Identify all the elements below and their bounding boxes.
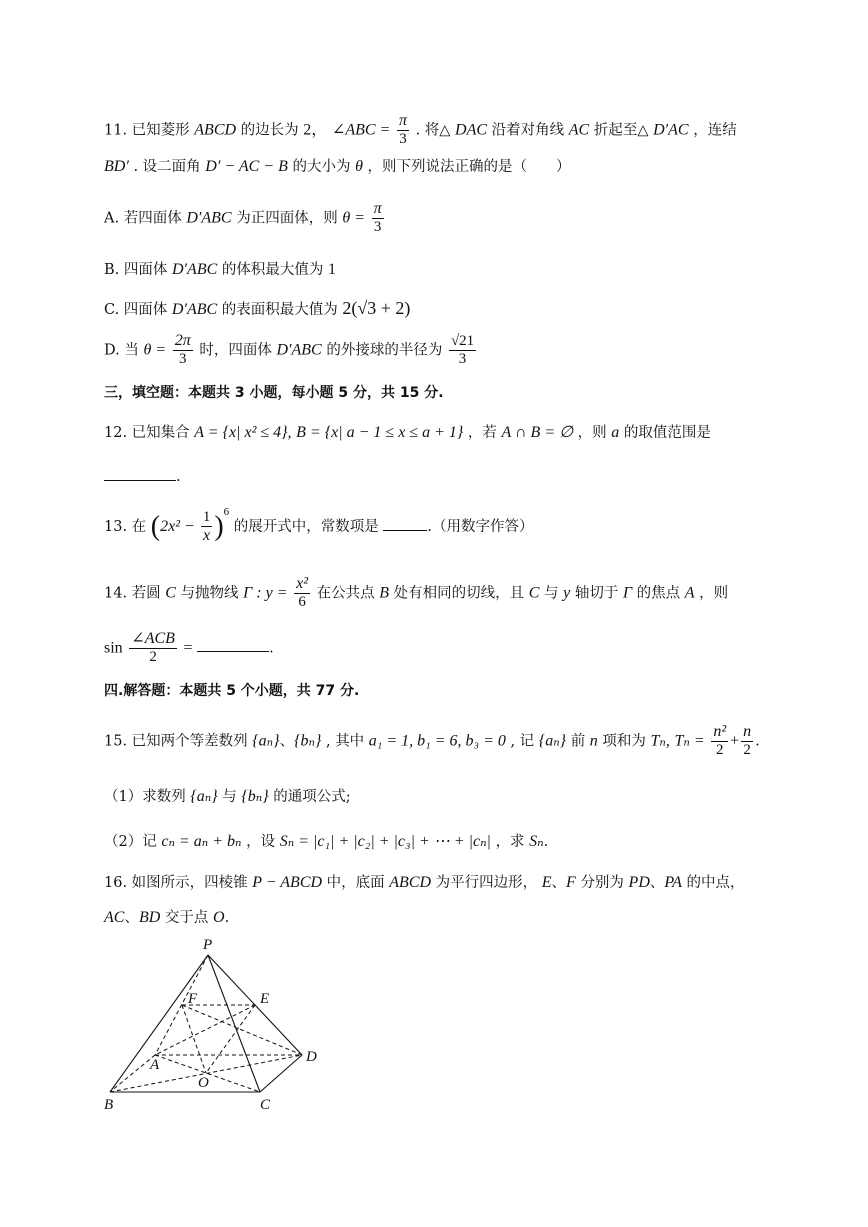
q16-o: O [213, 909, 225, 926]
q12-end: . [176, 469, 181, 485]
q11-dac: DAC [455, 121, 488, 139]
optD-radius-fraction [449, 333, 476, 369]
q15-line1 [104, 723, 808, 760]
q11-shape: ABCD [194, 121, 237, 139]
q13-num: 1 [201, 509, 213, 527]
q15-part1 [104, 787, 808, 806]
seg-FO [182, 1005, 206, 1073]
q16-sep: 、 [551, 875, 567, 891]
q15-bn: {bₙ} [294, 732, 322, 750]
q16-ac: AC [104, 909, 125, 926]
q15-f1n: n² [711, 723, 728, 742]
optD-prefix: D. 当 [104, 342, 139, 359]
q15-p1-bn: {bₙ} [241, 788, 269, 805]
q13-den: x [203, 526, 211, 544]
q14-gamma2: Γ [622, 584, 633, 602]
q15-cond: a₁ = 1, b₁ = 6, b₃ = 0 [368, 732, 506, 750]
q14-text-f: 轴切于 [574, 585, 619, 602]
q15-text-a: 15. 已知两个等差数列 [104, 733, 248, 750]
q15-text-e: 项和为 [602, 733, 646, 750]
q11-text-c: . 将△ [415, 122, 451, 139]
q15-p1-an: {aₙ} [190, 788, 218, 805]
edge-PA [155, 955, 208, 1055]
optD-mid: 时，四面体 [199, 342, 272, 359]
optD-num: 2π [173, 332, 193, 351]
q15-cn: cₙ = aₙ + bₙ [161, 833, 242, 850]
q13-expr: 2x² − [160, 518, 199, 535]
q14-parabola-fraction [294, 575, 310, 612]
q11-theta: θ [355, 158, 363, 175]
q15-sn2: Sₙ [529, 833, 544, 850]
q12-text-d: 的取值范围是 [623, 425, 711, 441]
q11-text-g: . 设二面角 [133, 159, 201, 175]
q12-var: a [611, 424, 620, 441]
q11-line1 [104, 112, 808, 149]
q14-snum: ∠ACB [129, 630, 177, 649]
seg-EA [155, 1005, 255, 1055]
q16-pa: PA [664, 874, 682, 891]
q11-text-d: 沿着对角线 [491, 122, 565, 139]
q13-answer-blank [383, 516, 427, 531]
q15-sn: Sₙ = |c₁| + |c₂| + |c₃| + ⋯ + |cₙ| [279, 833, 491, 850]
q11-option-a [104, 200, 808, 237]
q16-text-b: 中，底面 [326, 875, 385, 891]
optA-prefix: A. 若四面体 [104, 210, 182, 227]
label-A: A [150, 1057, 160, 1073]
q15-text-b: , 其中 [325, 733, 365, 750]
q11-text-b: 的边长为 [240, 122, 299, 139]
q11-three: 3 [399, 131, 407, 148]
q13-text-a: 13. 在 [104, 519, 147, 535]
optB-text: 的体积最大值为 [221, 262, 324, 278]
q11-dprimeac: D′AC [653, 121, 689, 139]
optD-theta: θ = [143, 341, 167, 359]
q14-text-d: 处有相同的切线，且 [393, 585, 525, 602]
q16-bd: BD [138, 909, 161, 926]
q15-tn2: Tₙ = [674, 732, 705, 750]
q12-line1 [104, 423, 808, 442]
q16-text-g: 的中点， [686, 875, 745, 891]
q15-text-d: 前 [570, 733, 586, 750]
q11-text-a: 11. 已知菱形 [104, 122, 190, 139]
optC-val: 2(√3 + 2) [342, 298, 411, 318]
q16-end: . [224, 910, 230, 926]
q16-text-c: 为平行四边形， [435, 875, 538, 891]
q14-pB: B [379, 584, 390, 602]
q11-pi: π [397, 112, 409, 131]
q15-f2n: n [741, 723, 753, 742]
q15-p2-c: ，求 [495, 834, 525, 850]
q15-text-c: , 记 [510, 733, 535, 750]
q13-power: 6 [223, 506, 230, 518]
q16-f: F [566, 874, 576, 891]
q16-pyr: P − ABCD [252, 874, 323, 891]
q11-option-b [104, 260, 808, 279]
q13-fraction [201, 509, 213, 546]
q15-p2-b: ，设 [246, 834, 276, 850]
q15-p2-a: （2）记 [104, 834, 157, 850]
q14-text-c: 在公共点 [316, 585, 375, 602]
q16-sep2: 、 [649, 875, 665, 891]
q12-cond: A ∩ B = ∅ [501, 424, 574, 441]
label-F: F [188, 991, 198, 1007]
q15-tn: Tₙ, [650, 732, 670, 750]
q13-line [104, 506, 808, 545]
label-C: C [260, 1097, 271, 1113]
q12-text-c: ，则 [577, 425, 607, 441]
q14-text-b: 与抛物线 [180, 585, 239, 602]
optD-text: 的外接球的半径为 [326, 342, 443, 359]
q11-option-c [104, 298, 808, 320]
q14-c2: C [528, 584, 540, 602]
q11-option-d [104, 332, 808, 369]
optA-den: 3 [373, 219, 382, 236]
optD-tet: D′ABC [276, 341, 322, 359]
pyramid-figure [100, 935, 340, 1115]
q14-sin: sin [104, 639, 123, 657]
q15-n: n [589, 732, 598, 750]
optA-tet: D′ABC [186, 209, 232, 227]
q14-sden: 2 [149, 649, 157, 666]
q14-text-h: 的焦点 [636, 585, 681, 602]
q14-end: . [269, 640, 274, 657]
q15-p2-d: . [543, 834, 549, 850]
q14-c1: C [165, 584, 176, 602]
q13-left-paren: ( [150, 511, 161, 543]
q15-plus: + [730, 732, 740, 750]
label-B: B [104, 1097, 114, 1113]
q15-p1-a: （1）求数列 [104, 789, 186, 805]
section-3-header: 三，填空题：本题共 3 小题，每小题 5 分，共 15 分. [104, 385, 444, 401]
q12-setB: B = {x| a − 1 ≤ x ≤ a + 1} [296, 424, 464, 441]
q15-an: {aₙ} [252, 732, 280, 750]
q14-text-i: ，则 [699, 585, 729, 602]
optD-rnum: √21 [449, 333, 476, 351]
seg-FD [182, 1005, 302, 1055]
q16-line1 [104, 873, 808, 892]
q16-text-d: 分别为 [580, 875, 624, 891]
label-O: O [198, 1075, 209, 1091]
q13-text-c: .（用数字作答） [427, 519, 534, 535]
q14-eq: = [183, 639, 193, 657]
q16-line2 [104, 908, 808, 927]
q15-part2 [104, 832, 808, 851]
q15-frac2 [741, 723, 753, 760]
optB-val: 1 [327, 261, 336, 278]
q11-angle: ∠ABC = [331, 121, 391, 139]
q11-bdp: BD′ [104, 158, 129, 175]
q13-text-b: 的展开式中，常数项是 [233, 519, 379, 535]
q11-text-e: 折起至△ [593, 122, 649, 139]
q11-line2 [104, 157, 808, 176]
optC-text: 的表面积最大值为 [221, 302, 338, 318]
q14-line1 [104, 575, 808, 612]
q12-text-a: 12. 已知集合 [104, 425, 190, 441]
q15-frac1 [711, 723, 728, 760]
q16-pd: PD [628, 874, 650, 891]
edge-CD [260, 1055, 302, 1092]
q14-answer-blank [197, 637, 269, 652]
q11-text-h: 的大小为 [292, 159, 351, 175]
q15-f2d: 2 [743, 742, 751, 759]
q11-dihedral: D′ − AC − B [205, 158, 288, 175]
q12-text-b: ，若 [467, 425, 497, 441]
optA-theta: θ = [342, 209, 365, 227]
q15-sep: 、 [279, 733, 295, 750]
optA-mid: 为正四面体，则 [236, 210, 338, 227]
q11-text-i: ，则下列说法正确的是（ ） [367, 159, 571, 175]
q11-side: 2， [303, 121, 328, 139]
q14-line2 [104, 630, 808, 667]
q12-answer-blank [104, 466, 176, 481]
optD-fraction [173, 332, 193, 369]
q14-sin-fraction [129, 630, 177, 667]
optC-prefix: C. 四面体 [104, 302, 168, 318]
q14-gamma: Γ : y = [243, 584, 288, 602]
q14-pA: A [684, 584, 695, 602]
q11-angle-fraction [397, 112, 409, 149]
q16-base: ABCD [389, 874, 432, 891]
q12-line2 [104, 466, 808, 486]
optB-prefix: B. 四面体 [104, 262, 168, 278]
q16-sep3: 、 [124, 910, 139, 926]
q15-f1d: 2 [715, 742, 724, 759]
q15-an2: {aₙ} [538, 732, 567, 750]
optD-rden: 3 [458, 350, 467, 367]
q14-den: 6 [298, 594, 306, 611]
q16-e: E [541, 874, 552, 891]
q13-right-paren: ) [214, 511, 224, 543]
label-E: E [260, 991, 270, 1007]
optD-den: 3 [178, 351, 187, 368]
q15-end: . [755, 733, 760, 750]
q12-setA: A = {x| x² ≤ 4}, [194, 424, 292, 441]
optA-fraction [372, 200, 384, 237]
q14-y: y [563, 584, 571, 602]
q16-text-h: 交于点 [164, 910, 209, 926]
q14-text-a: 14. 若圆 [104, 585, 161, 602]
optA-num: π [372, 200, 384, 219]
label-P: P [203, 937, 213, 953]
optB-tet: D′ABC [171, 261, 218, 278]
q11-text-f: ，连结 [693, 122, 737, 139]
q16-text-a: 16. 如图所示，四棱锥 [104, 875, 248, 891]
section-4-header: 四.解答题：本题共 5 个小题，共 77 分. [104, 683, 360, 699]
q14-num: x² [294, 575, 310, 594]
q14-text-e: 与 [544, 585, 559, 602]
q15-p1-c: 的通项公式; [273, 789, 351, 805]
q11-ac: AC [568, 121, 590, 139]
label-D: D [306, 1049, 317, 1065]
optC-tet: D′ABC [171, 301, 218, 318]
q15-p1-b: 与 [222, 789, 237, 805]
